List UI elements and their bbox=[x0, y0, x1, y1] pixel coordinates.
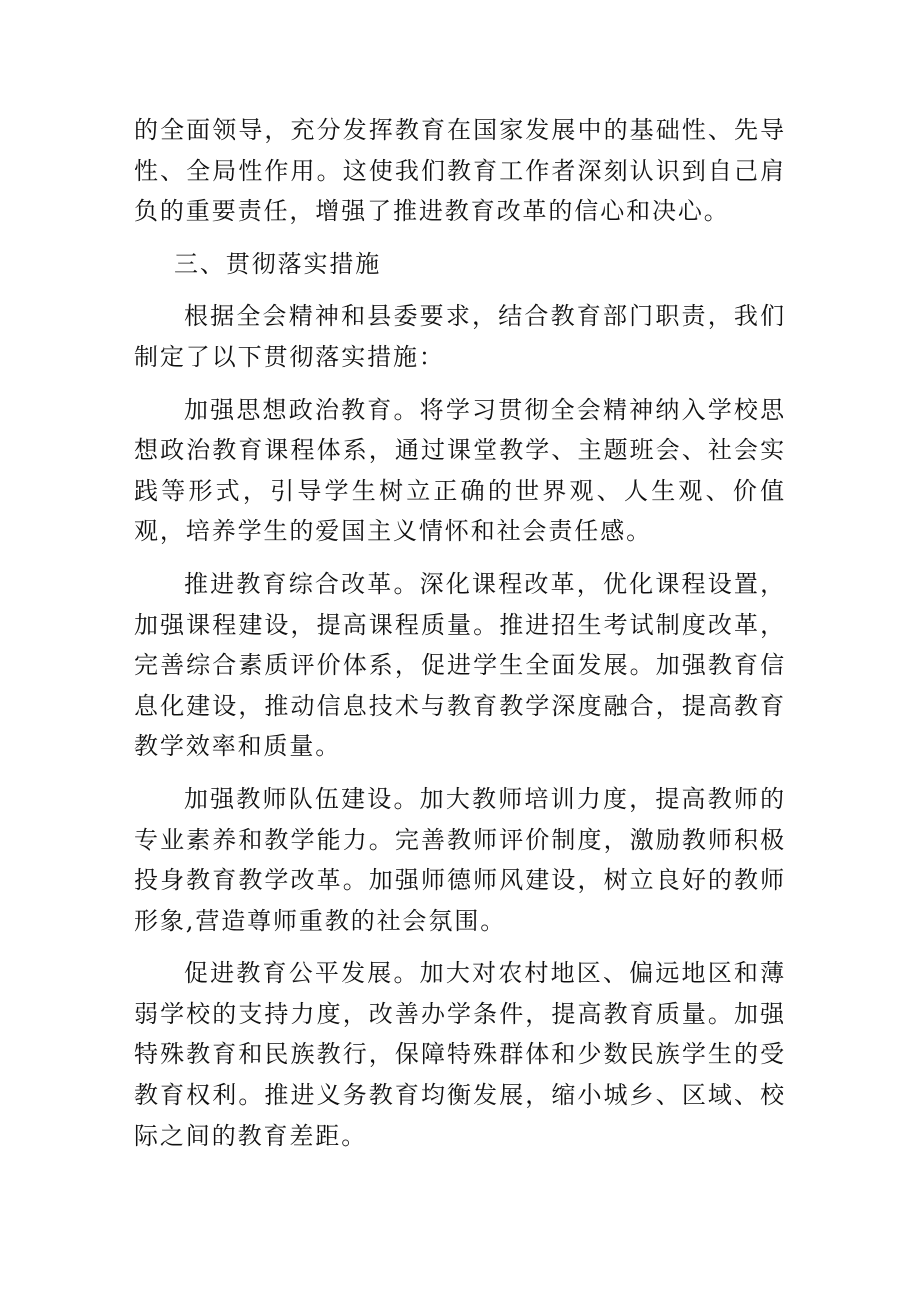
measure-paragraph-teachers: 加强教师队伍建设。加大教师培训力度，提高教师的专业素养和教学能力。完善教师评价制度，激励教师积极投身教育教学改革。加强师德师风建设，树立良好的教师形象,营造尊师重教的社会氛围。 bbox=[134, 784, 786, 935]
measure-paragraph-reform: 推进教育综合改革。深化课程改革，优化课程设置，加强课程建设，提高课程质量。推进招生考试制度改革，完善综合素质评价体系，促进学生全面发展。加强教育信息化建设，推动信息技术与教育教学深度融合，提高教育教学效率和质量。 bbox=[134, 569, 786, 761]
continuation-paragraph: 的全面领导，充分发挥教育在国家发展中的基础性、先导性、全局性作用。这使我们教育工作者深刻认识到自己肩负的重要责任，增强了推进教育改革的信心和决心。 bbox=[134, 116, 786, 226]
document-page bbox=[134, 110, 786, 1156]
measure-paragraph-ideology: 加强思想政治教育。将学习贯彻全会精神纳入学校思想政治教育课程体系，通过课堂教学、主题班会、社会实践等形式，引导学生树立正确的世界观、人生观、价值观，培养学生的爱国主义情怀和社会责任感。 bbox=[134, 395, 786, 546]
section-heading: 三、贯彻落实措施 bbox=[174, 249, 382, 278]
measure-paragraph-equity: 促进教育公平发展。加大对农村地区、偏远地区和薄弱学校的支持力度，改善办学条件，提高教育质量。加强特殊教育和民族教行，保障特殊群体和少数民族学生的受教育权利。推进义务教育均衡发展，缩小城乡、区域、校际之间的教育差距。 bbox=[134, 959, 786, 1150]
intro-paragraph: 根据全会精神和县委要求，结合教育部门职责，我们制定了以下贯彻落实措施： bbox=[134, 302, 786, 371]
